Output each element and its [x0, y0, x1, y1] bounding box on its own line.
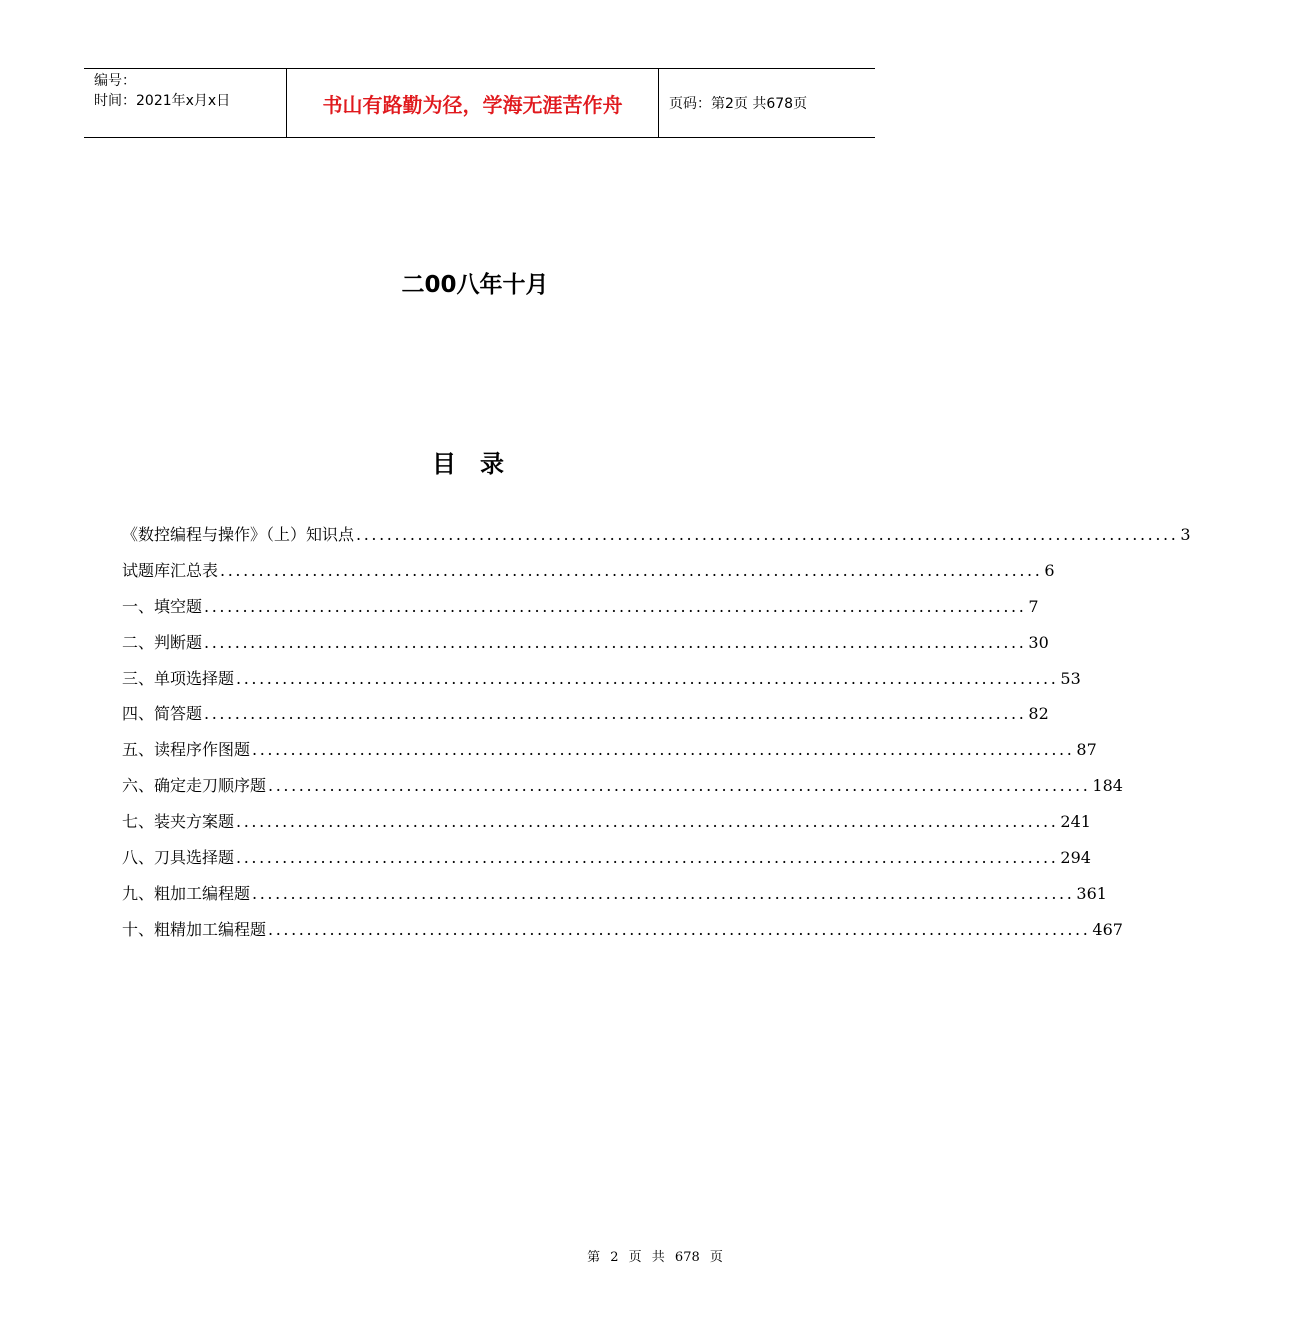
- toc-leader-dots: ...........................................................................................................: [236, 668, 1059, 688]
- toc-leader-dots: ...........................................................................................................: [252, 883, 1075, 903]
- toc-entry-page: 7: [1028, 596, 1039, 616]
- toc-entry-text: 四、简答题: [122, 704, 203, 724]
- toc-leader-dots: ...........................................................................................................: [204, 704, 1027, 724]
- toc-entry[interactable]: [122, 737, 1097, 773]
- toc-entry-page: 82: [1028, 704, 1049, 724]
- toc-entry[interactable]: [122, 701, 1049, 737]
- toc-entry-page: 3: [1180, 525, 1191, 544]
- table-of-contents: [122, 522, 1191, 953]
- toc-leader-dots: ...........................................................................................................: [236, 848, 1059, 868]
- toc-entry-page: 294: [1060, 848, 1091, 868]
- toc-leader-dots: ...........................................................................................................: [356, 525, 1179, 544]
- toc-entry[interactable]: [122, 558, 1055, 594]
- toc-entry-page: 30: [1028, 632, 1049, 652]
- toc-leader-dots: ...........................................................................................................: [204, 596, 1027, 616]
- toc-entry-text: 试题库汇总表: [122, 560, 219, 580]
- header-meta: [84, 69, 286, 137]
- toc-entry[interactable]: [122, 845, 1091, 881]
- toc-entry-page: 53: [1060, 668, 1081, 688]
- toc-entry-text: 十、粗精加工编程题: [122, 919, 267, 939]
- toc-entry-page: 361: [1076, 883, 1107, 903]
- toc-leader-dots: ...........................................................................................................: [268, 776, 1091, 796]
- toc-entry-text: 一、填空题: [122, 596, 203, 616]
- toc-leader-dots: ...........................................................................................................: [252, 740, 1075, 760]
- toc-entry[interactable]: [122, 773, 1123, 809]
- toc-leader-dots: ...........................................................................................................: [268, 919, 1091, 939]
- toc-entry-page: 184: [1092, 776, 1123, 796]
- toc-entry-text: 八、刀具选择题: [122, 848, 235, 868]
- page-footer: 第 2 页 共 678 页: [587, 1250, 723, 1265]
- toc-entry-page: 87: [1076, 740, 1097, 760]
- toc-entry[interactable]: [122, 809, 1091, 845]
- toc-leader-dots: ...........................................................................................................: [236, 812, 1059, 832]
- toc-entry-text: 九、粗加工编程题: [122, 883, 251, 903]
- toc-leader-dots: ...........................................................................................................: [204, 632, 1027, 652]
- toc-entry-text: 六、确定走刀顺序题: [122, 776, 267, 796]
- toc-entry-page: 467: [1092, 919, 1123, 939]
- toc-entry-page: 6: [1044, 560, 1055, 580]
- page-info: 页码：第2页 共678页: [669, 96, 808, 112]
- number-label: 编号：: [94, 73, 136, 89]
- toc-entry[interactable]: [122, 881, 1107, 917]
- toc-entry-text: 三、单项选择题: [122, 668, 235, 688]
- time-label: 时间：2021年x月x日: [94, 93, 231, 109]
- toc-entry-page: 241: [1060, 812, 1091, 832]
- toc-entry-text: 《数控编程与操作》（上）知识点: [122, 525, 355, 544]
- toc-entry[interactable]: [122, 666, 1081, 702]
- date-title: 二00八年十月: [401, 272, 549, 298]
- toc-leader-dots: ...........................................................................................................: [220, 560, 1043, 580]
- toc-entry-text: 五、读程序作图题: [122, 740, 251, 760]
- toc-entry[interactable]: [122, 630, 1049, 666]
- toc-entry-text: 二、判断题: [122, 632, 203, 652]
- toc-entry[interactable]: [122, 917, 1123, 953]
- toc-entry[interactable]: [122, 594, 1039, 630]
- motto: 书山有路勤为径，学海无涯苦作舟: [286, 69, 659, 137]
- toc-title: 目录: [432, 450, 528, 478]
- document-header: [84, 68, 875, 138]
- toc-entry-text: 七、装夹方案题: [122, 812, 235, 832]
- toc-entry[interactable]: [122, 522, 1191, 558]
